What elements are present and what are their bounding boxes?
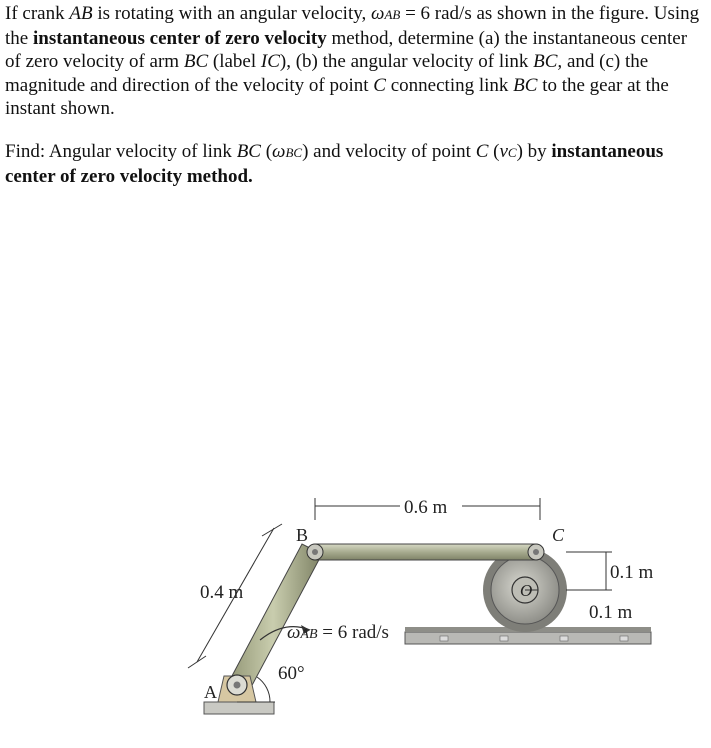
omega-subscript: BC	[285, 145, 303, 160]
point-c-label: C	[373, 74, 386, 96]
text: method, determine (a) the instantaneous center of zero velocity of arm	[5, 27, 688, 72]
problem-statement	[5, 2, 705, 121]
dim-0-1-bottom-label: 0.1 m	[589, 602, 633, 623]
text: (	[260, 141, 273, 162]
omega-ab-annotation: ωAB = 6 rad/s	[287, 622, 389, 643]
method-name: instantaneous center of zero velocity method.	[5, 141, 664, 187]
label-o: O	[520, 581, 533, 600]
link-ab-label: AB	[69, 3, 93, 24]
dim-0-6-label: 0.6 m	[404, 497, 448, 518]
label-a: A	[204, 682, 217, 702]
mechanism-diagram	[180, 480, 660, 743]
text: and (c) the magnitude and direction of the velocity of point	[5, 51, 649, 96]
label-b: B	[296, 525, 309, 545]
text: ) and velocity of point	[302, 141, 476, 162]
velocity-subscript: C	[507, 145, 517, 160]
text: ), (b) the angular velocity of link	[279, 51, 534, 72]
velocity-symbol: v	[499, 141, 508, 162]
text: connecting link	[385, 74, 514, 96]
ground-a	[204, 702, 274, 714]
dim-0-4-label: 0.4 m	[200, 582, 244, 603]
mechanism-figure	[180, 480, 660, 743]
text: (label	[208, 51, 261, 72]
text: = 6 rad/s as shown in the figure. Using the	[5, 3, 700, 49]
angle-arc	[257, 677, 270, 702]
angle-label: 60°	[278, 663, 305, 684]
crank-ab	[224, 544, 322, 691]
link-bc-label: BC	[236, 141, 261, 162]
text: ) by	[516, 141, 552, 162]
dim-0-1-top-label: 0.1 m	[610, 562, 654, 583]
text: Find: Angular velocity of link	[5, 141, 237, 162]
text: to the gear at the instant shown.	[5, 74, 669, 119]
text: is rotating with an angular velocity,	[92, 3, 372, 24]
text: (	[488, 141, 500, 162]
omega-symbol: ω	[371, 3, 385, 24]
ic-label: IC	[260, 51, 280, 72]
text: If crank	[5, 3, 70, 24]
method-name: instantaneous center of zero velocity	[32, 27, 327, 49]
link-bc-label: BC	[183, 51, 209, 72]
dim-0-1-top	[566, 552, 612, 590]
link-bc-label: BC,	[533, 51, 563, 72]
link-bc	[310, 544, 540, 560]
find-statement	[5, 140, 705, 188]
omega-subscript: AB	[384, 7, 401, 22]
link-bc-label: BC	[513, 74, 538, 96]
omega-symbol: ω	[272, 141, 286, 162]
point-c-label: C	[475, 141, 489, 162]
label-c: C	[552, 525, 565, 545]
